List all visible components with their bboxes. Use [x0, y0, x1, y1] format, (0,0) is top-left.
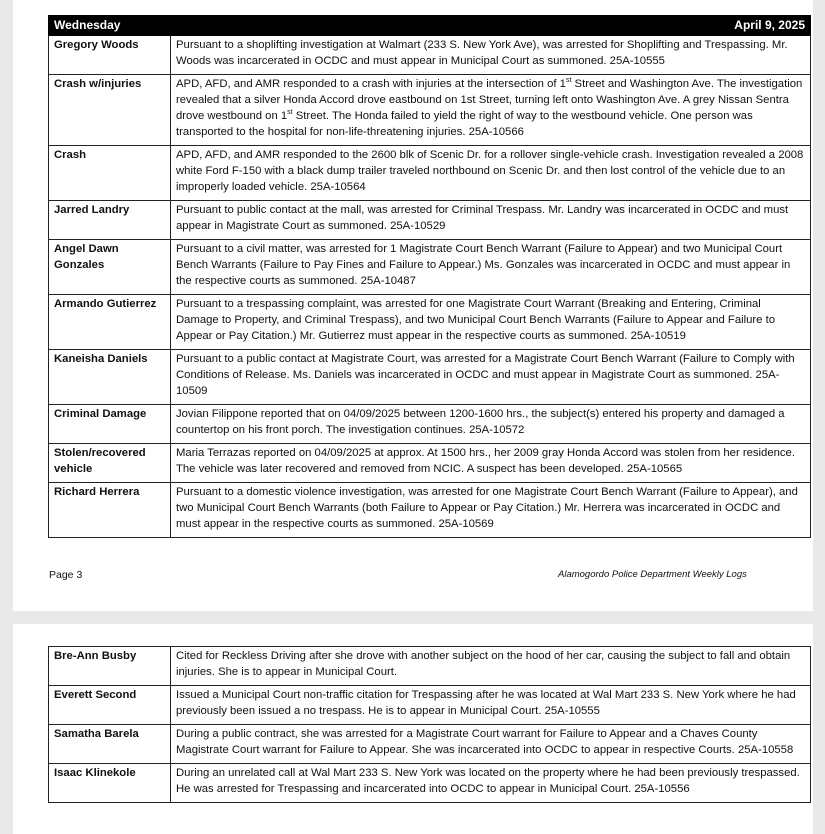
- entry-name: Isaac Klinekole: [49, 764, 171, 803]
- entry-text: Pursuant to a domestic violence investigation, was arrested for one Magistrate Court Bench Warrant (Failure to Appear), and two Municipal Court Bench Warrants (both Failure to Appear or Pay Citation.) Mr. Herrera was incarcerated in OCDC and must appear in the respective courts as summoned. 25A-10569: [171, 483, 811, 538]
- entry-name: Bre-Ann Busby: [49, 647, 171, 686]
- entry-text: Jovian Filippone reported that on 04/09/2025 between 1200-1600 hrs., the subject(s) entered his property and damaged a countertop on his front porch. The investigation continues. 25A-10572: [171, 405, 811, 444]
- entry-name: Stolen/recovered vehicle: [49, 444, 171, 483]
- date-header: April 9, 2025: [171, 16, 811, 36]
- entry-text: During a public contract, she was arrested for a Magistrate Court warrant for Failure to Appear and a Chaves County Magistrate Court warrant for Failure to Appear. She was incarcerated into OCDC to appear in respective Courts. 25A-10558: [171, 725, 811, 764]
- entry-text: Issued a Municipal Court non-traffic citation for Trespassing after he was located at Wal Mart 233 S. New York where he had previously been issued a no trespass. He is to appear in Municipal Court. 25A-10555: [171, 686, 811, 725]
- entry-name: Jarred Landry: [49, 201, 171, 240]
- table-header-row: [49, 16, 811, 36]
- page-number: Page 3: [49, 569, 83, 581]
- entry-text: [171, 75, 811, 146]
- entry-text: Maria Terrazas reported on 04/09/2025 at approx. At 1500 hrs., her 2009 gray Honda Accord was stolen from her residence. The vehicle was later recovered and removed from NCIC. A suspect has been developed. 25A-10565: [171, 444, 811, 483]
- table-row: [49, 405, 811, 444]
- table-row: [49, 201, 811, 240]
- table-row: [49, 350, 811, 405]
- entry-name: Richard Herrera: [49, 483, 171, 538]
- ordinal-suffix: st: [565, 77, 572, 85]
- entry-text: Cited for Reckless Driving after she drove with another subject on the hood of her car, causing the subject to fall and obtain injuries. She is to appear in Municipal Court.: [171, 647, 811, 686]
- log-page-3: [13, 0, 813, 611]
- table-row: [49, 686, 811, 725]
- table-row: [49, 36, 811, 75]
- entry-name: Gregory Woods: [49, 36, 171, 75]
- entry-text-part: Street and Washington Ave. The investigation revealed that a silver Honda Accord drove eastbound on 1st Street, turning left onto Washington Ave. A grey Nissan Sentra drove westbound on 1: [176, 78, 803, 122]
- entry-name: Armando Gutierrez: [49, 295, 171, 350]
- table-row: [49, 444, 811, 483]
- entry-name: Kaneisha Daniels: [49, 350, 171, 405]
- entry-text: Pursuant to a shoplifting investigation at Walmart (233 S. New York Ave), was arrested for Shoplifting and Trespassing. Mr. Woods was incarcerated in OCDC and must appear in Municipal Court as summoned. 25A-10555: [171, 36, 811, 75]
- table-row: [49, 295, 811, 350]
- entry-name: Crash: [49, 146, 171, 201]
- entry-name: Samatha Barela: [49, 725, 171, 764]
- entry-text: Pursuant to a public contact at Magistrate Court, was arrested for a Magistrate Court Bench Warrant (Failure to Comply with Conditions of Release. Ms. Daniels was incarcerated in OCDC and must appear in Magistrate Court as summoned. 25A-10509: [171, 350, 811, 405]
- table-row: [49, 75, 811, 146]
- entry-text-part: Street. The Honda failed to yield the right of way to the westbound vehicle. One person was transported to the hospital for non-life-threatening injuries. 25A-10566: [176, 110, 753, 138]
- entry-text: Pursuant to a trespassing complaint, was arrested for one Magistrate Court Warrant (Breaking and Entering, Criminal Damage to Property, and Criminal Trespass), and two Municipal Court Bench Warrants (Failure to Appear and Failure to Appear or Pay Citation.) Mr. Gutierrez must appear in the respective courts as summoned. 25A-10519: [171, 295, 811, 350]
- entry-text: APD, AFD, and AMR responded to the 2600 blk of Scenic Dr. for a rollover single-vehicle crash. Investigation revealed a 2008 white Ford F-150 with a black dump trailer traveled northbound on Scenic Dr. and then lost control of the vehicle due to an improperly loaded vehicle. 25A-10564: [171, 146, 811, 201]
- table-row: [49, 483, 811, 538]
- entry-name: Angel Dawn Gonzales: [49, 240, 171, 295]
- entry-text: During an unrelated call at Wal Mart 233 S. New York was located on the property where he had been previously trespassed. He was arrested for Trespassing and incarcerated into OCDC to appear in Municipal Court. 25A-10556: [171, 764, 811, 803]
- daily-log-table: [48, 646, 811, 803]
- daily-log-table: [48, 15, 811, 538]
- entry-text-part: APD, AFD, and AMR responded to a crash with injuries at the intersection of 1: [176, 78, 566, 90]
- table-row: [49, 146, 811, 201]
- entry-name: Everett Second: [49, 686, 171, 725]
- entry-name: Criminal Damage: [49, 405, 171, 444]
- log-page-4: [13, 624, 813, 834]
- table-row: [49, 240, 811, 295]
- table-row: [49, 725, 811, 764]
- document-footer-title: Alamogordo Police Department Weekly Logs: [558, 569, 747, 580]
- table-row: [49, 764, 811, 803]
- entry-name: Crash w/injuries: [49, 75, 171, 146]
- entry-text: Pursuant to a civil matter, was arrested for 1 Magistrate Court Bench Warrant (Failure to Appear) and two Municipal Court Bench Warrants (Failure to Pay Fines and Failure to Appear.) Ms. Gonzales was incarcerated in OCDC and must appear in the respective courts as summoned. 25A-10487: [171, 240, 811, 295]
- table-row: [49, 647, 811, 686]
- ordinal-suffix: st: [287, 109, 293, 117]
- entry-text: Pursuant to public contact at the mall, was arrested for Criminal Trespass. Mr. Landry was incarcerated in OCDC and must appear in Magistrate Court as summoned. 25A-10529: [171, 201, 811, 240]
- day-header: Wednesday: [49, 16, 171, 36]
